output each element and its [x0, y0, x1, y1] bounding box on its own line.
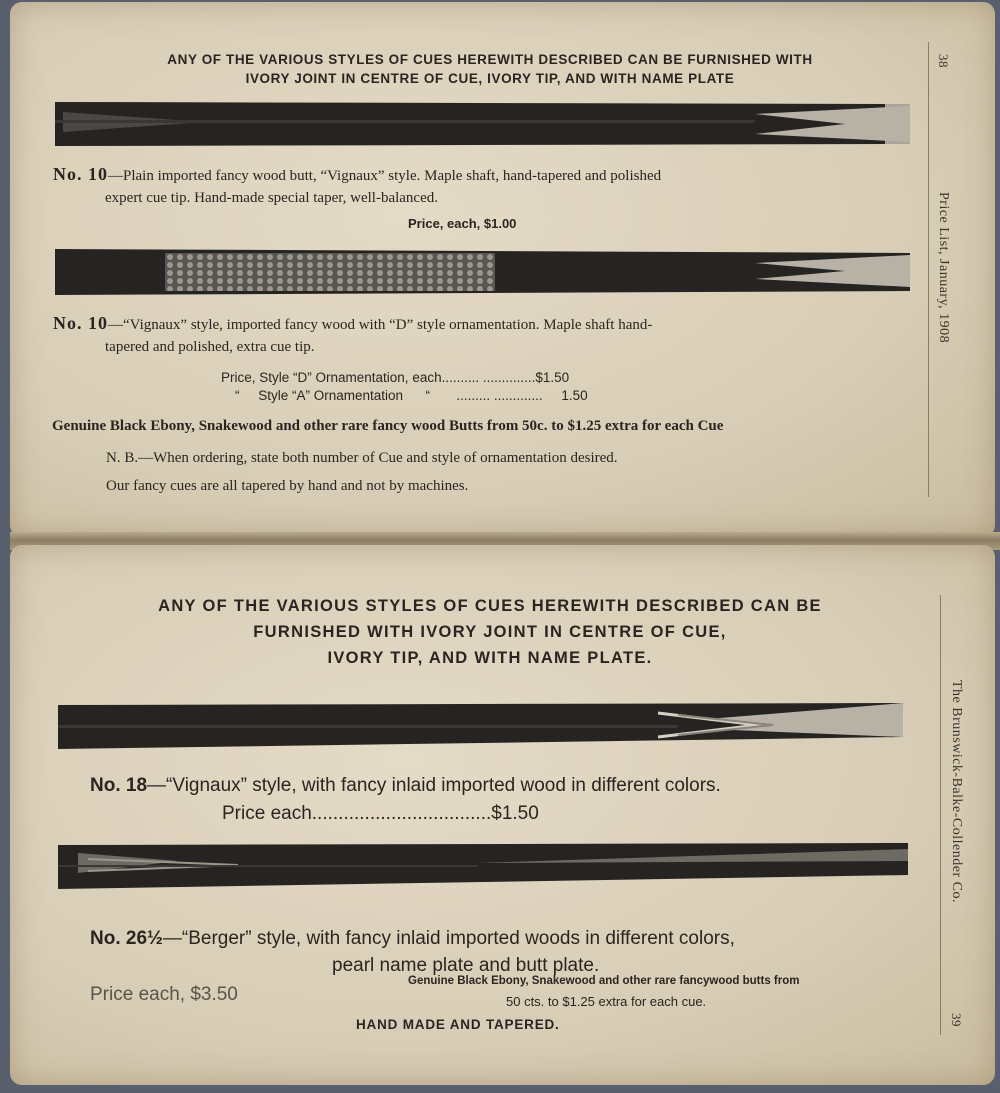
hand-tapered-note: Our fancy cues are all tapered by hand and not by machines.	[106, 478, 469, 494]
cue18-price: Price each..................................$1.50	[222, 803, 539, 824]
cue26-desc-line2: pearl name plate and butt plate.	[332, 955, 600, 976]
cue26-number: No. 26½	[90, 928, 163, 949]
cue2-desc-line1: —“Vignaux” style, imported fancy wood with “D” style ornamentation. Maple shaft hand-	[108, 317, 653, 333]
header-line-3: IVORY TIP, AND WITH NAME PLATE.	[327, 649, 653, 667]
cue2-price-style-a: “ Style “A” Ornamentation “ ......... ............. 1.50	[235, 388, 588, 403]
cue26-genuine-line1: Genuine Black Ebony, Snakewood and other rare fancywood butts from	[408, 975, 800, 987]
cue18-description	[90, 772, 920, 799]
page-header	[50, 50, 930, 88]
cue1-number: No. 10	[53, 164, 108, 184]
header-line-1: ANY OF THE VARIOUS STYLES OF CUES HEREWITH DESCRIBED CAN BE FURNISHED WITH	[167, 52, 813, 67]
cue2-desc-line2: tapered and polished, extra cue tip.	[105, 339, 315, 355]
nb-ordering-note: N. B.—When ordering, state both number of Cue and style of ornamentation desired.	[106, 450, 618, 466]
side-company-name: The Brunswick-Balke-Collender Co.	[949, 680, 964, 903]
cue26-price: Price each, $3.50	[90, 984, 238, 1005]
side-page-number: 38	[936, 54, 951, 68]
cue26-genuine-line2: 50 cts. to $1.25 extra for each cue.	[506, 994, 707, 1009]
cue1-desc-line1: —Plain imported fancy wood butt, “Vignaux” style. Maple shaft, hand-tapered and polished	[108, 168, 662, 184]
cue18-number: No. 18	[90, 775, 148, 796]
page-38	[10, 2, 995, 537]
hand-made-footer: HAND MADE AND TAPERED.	[356, 1017, 560, 1032]
cue2-description	[53, 312, 913, 358]
side-rule	[940, 595, 941, 1035]
side-rule	[928, 42, 929, 497]
cue2-number: No. 10	[53, 313, 108, 333]
header-line-1: ANY OF THE VARIOUS STYLES OF CUES HEREWITH DESCRIBED CAN BE	[158, 597, 822, 615]
cue26-description	[90, 925, 930, 979]
cue1-price: Price, each, $1.00	[408, 216, 517, 231]
cue1-desc-line2: expert cue tip. Hand-made special taper, well-balanced.	[105, 190, 438, 206]
cue1-description	[53, 163, 913, 209]
side-page-number: 39	[949, 1013, 964, 1027]
side-price-list-title: Price List, January, 1908	[936, 192, 951, 344]
cue-illustration-no18	[58, 699, 903, 755]
cue-illustration-no10-plain	[55, 98, 910, 150]
cue-illustration-no10-ornamented	[55, 245, 910, 299]
genuine-ebony-note: Genuine Black Ebony, Snakewood and other rare fancy wood Butts from 50c. to $1.25 extra for each Cue	[52, 418, 724, 434]
header-line-2: IVORY JOINT IN CENTRE OF CUE, IVORY TIP, AND WITH NAME PLATE	[245, 71, 735, 86]
cue26-desc-line1: —“Berger” style, with fancy inlaid imported woods in different colors,	[162, 928, 735, 949]
header-line-2: FURNISHED WITH IVORY JOINT IN CENTRE OF CUE,	[253, 623, 727, 641]
cue-illustration-no26-half	[58, 839, 908, 895]
cue18-desc: —“Vignaux” style, with fancy inlaid imported wood in different colors.	[147, 775, 721, 796]
page-39	[10, 545, 995, 1085]
page-header	[50, 593, 930, 671]
cue2-price-style-d: Price, Style “D” Ornamentation, each.......... ..............$1.50	[221, 370, 570, 385]
